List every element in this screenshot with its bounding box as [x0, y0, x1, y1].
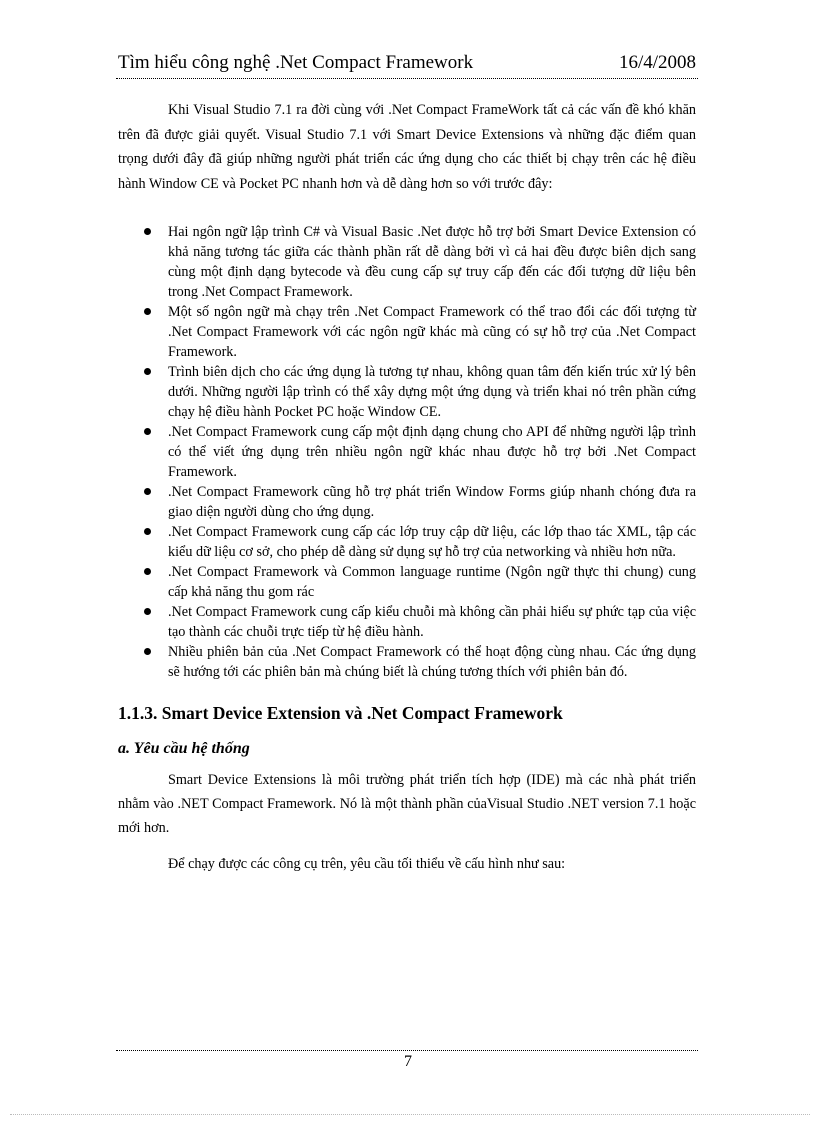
- page-body: [118, 98, 696, 877]
- list-item: [118, 482, 696, 522]
- page-number: 7: [404, 1053, 412, 1070]
- list-item: [118, 522, 696, 562]
- list-item-text: .Net Compact Framework và Common language runtime (Ngôn ngữ thực thi chung) cung cấp khả năng thu gom rác: [168, 564, 696, 600]
- bullet-icon: [144, 528, 151, 535]
- list-item-text: Trình biên dịch cho các ứng dụng là tương tự nhau, không quan tâm đến kiến trúc xử lý bên dưới. Những người lập trình có thể xây dựng một ứng dụng và triển khai nó trên phần cứng chạy hệ điều hành Pocket PC hoặc Window CE.: [168, 364, 696, 420]
- bullet-icon: [144, 428, 151, 435]
- list-item-text: .Net Compact Framework cũng hỗ trợ phát triển Window Forms giúp nhanh chóng đưa ra giao diện người dùng cho ứng dụng.: [168, 484, 696, 520]
- header-title: Tìm hiểu công nghệ .Net Compact Framework: [118, 52, 474, 73]
- system-requirements-paragraph: Smart Device Extensions là môi trường phát triển tích hợp (IDE) mà các nhà phát triển nhằm vào .NET Compact Framework. Nó là một thành phần củaVisual Studio .NET version 7.1 hoặc mới hơn.: [118, 772, 696, 836]
- list-item: [118, 302, 696, 362]
- list-item: [118, 362, 696, 422]
- bullet-icon: [144, 368, 151, 375]
- bullet-icon: [144, 648, 151, 655]
- list-item: [118, 602, 696, 642]
- footer-divider: [116, 1050, 698, 1051]
- bullet-icon: [144, 308, 151, 315]
- page-header: [118, 52, 696, 74]
- feature-list: [118, 222, 696, 682]
- list-item-text: Một số ngôn ngữ mà chạy trên .Net Compact Framework có thể trao đổi các đối tượng từ .Net Compact Framework với các ngôn ngữ khác mà cũng có sự hỗ trợ của .Net Compact Framework.: [168, 304, 696, 360]
- header-divider: [116, 78, 698, 79]
- minimum-config-paragraph: Để chạy được các công cụ trên, yêu cầu tối thiểu về cấu hình như sau:: [168, 856, 566, 872]
- list-item-text: .Net Compact Framework cung cấp một định dạng chung cho API để những người lập trình có thể viết ứng dụng trên nhiều ngôn ngữ khác nhau được hỗ trợ bởi .Net Compact Framework.: [168, 424, 696, 480]
- sub-heading: a. Yêu cầu hệ thống: [118, 740, 250, 757]
- list-item: [118, 642, 696, 682]
- list-item-text: Nhiều phiên bản của .Net Compact Framework có thể hoạt động cùng nhau. Các ứng dụng sẽ hướng tới các phiên bản mà chúng biết là chúng tương thích với phiên bản đó.: [168, 644, 696, 680]
- list-item-text: .Net Compact Framework cung cấp kiểu chuỗi mà không cần phải hiểu sự phức tạp của việc tạo thành các chuỗi trực tiếp từ hệ điều hành.: [168, 604, 696, 640]
- section-heading: 1.1.3. Smart Device Extension và .Net Compact Framework: [118, 703, 563, 723]
- list-item-text: .Net Compact Framework cung cấp các lớp truy cập dữ liệu, các lớp thao tác XML, tập các kiểu dữ liệu cơ sở, cho phép dễ dàng sử dụng sự hỗ trợ của networking và nhiều hơn nữa.: [168, 524, 696, 560]
- list-item: [118, 422, 696, 482]
- page-edge-divider: [10, 1114, 810, 1115]
- header-date: 16/4/2008: [618, 52, 696, 73]
- list-item-text: Hai ngôn ngữ lập trình C# và Visual Basic .Net được hỗ trợ bởi Smart Device Extension có khả năng tương tác giữa các thành phần rất dễ dàng bởi vì cả hai đều được biên dịch sang cùng một định dạng bytecode và đều cung cấp sự truy cấp đến các đối tượng dữ liệu bên trong .Net Compact Framework.: [168, 224, 696, 300]
- bullet-icon: [144, 228, 151, 235]
- list-item: [118, 562, 696, 602]
- bullet-icon: [144, 568, 151, 575]
- bullet-icon: [144, 488, 151, 495]
- list-item: [118, 222, 696, 302]
- bullet-icon: [144, 608, 151, 615]
- intro-paragraph: Khi Visual Studio 7.1 ra đời cùng với .Net Compact FrameWork tất cả các vấn đề khó khăn trên đã được giải quyết. Visual Studio 7.1 với Smart Device Extensions và những đặc điểm quan trọng dưới đây đã giúp những người phát triển các ứng dụng cho các thiết bị chạy trên các hệ điều hành Window CE và Pocket PC nhanh hơn và dễ dàng hơn so với trước đây:: [118, 102, 696, 192]
